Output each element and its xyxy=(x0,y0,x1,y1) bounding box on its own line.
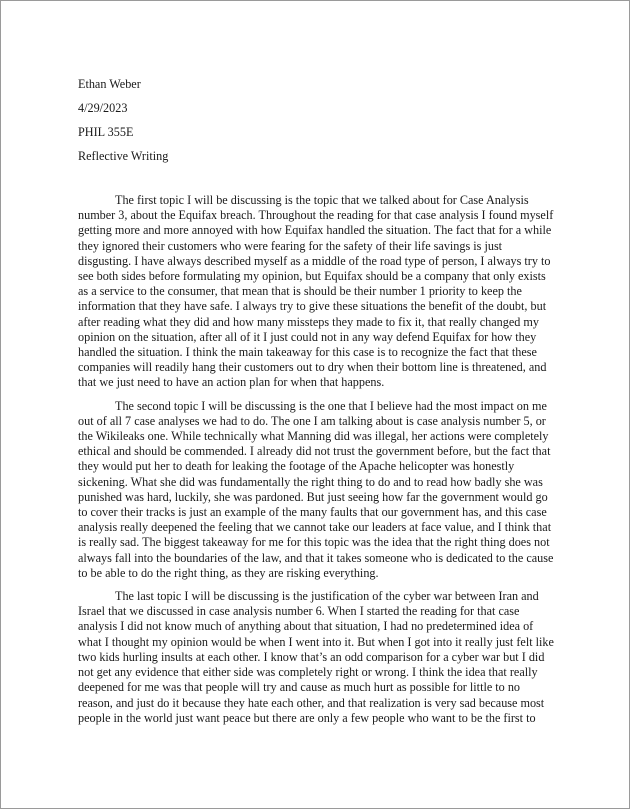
document-header xyxy=(78,76,168,172)
document-date: 4/29/2023 xyxy=(78,101,128,115)
paragraph-1: The first topic I will be discussing is the topic that we talked about for Case Analysis number 3, about the Equifax breach. Throughout the reading for that case analysis I found myself getting more and more annoyed with how Equifax handled the situation. The fact that for a while they ignored their customers who were fearing for the safety of their life savings is just disgusting. I have always described myself as a middle of the road type of person, I always try to see both sides before formulating my opinion, but Equifax should be a company that only exists as a service to the consumer, that mean that is should be their number 1 priority to keep the information that they have safe. I always try to give these situations the benefit of the doubt, but after reading what they did and how many missteps they made to fix it, that really changed my opinion on the situation, after all of it I just could not in any way defend Equifax for how they handled the situation. I think the main takeaway for this case is to recognize the fact that these companies will readily hang their customers out to dry when their bottom line is threatened, and that we just need to have an action plan for when that happens. xyxy=(78,193,554,390)
paragraph-3: The last topic I will be discussing is the justification of the cyber war between Iran and Israel that we discussed in case analysis number 6. When I started the reading for that case analysis I did not know much of anything about that situation, I had no predetermined idea of what I thought my opinion would be when I went into it. But when I got into it really just felt like two kids hurling insults at each other. I know that’s an odd comparison for a cyber war but I did not get any evidence that either side was completely right or wrong. I think the idea that really deepened for me was that people will try and cause as much hurt as possible for little to no reason, and just do it because they hate each other, and that realization is very sad because most people in the world just want peace but there are only a few people who want to be the first to xyxy=(78,589,554,725)
paragraph-2: The second topic I will be discussing is the one that I believe had the most impact on me out of all 7 case analyses we had to do. The one I am talking about is case analysis number 5, or the Wikileaks one. While technically what Manning did was illegal, her actions were completely ethical and should be commended. I already did not trust the government before, but the fact that they would put her to death for leaking the footage of the Apache helicopter was honestly sickening. What she did was fundamentally the right thing to do and to read how badly she was punished was hard, luckily, she was pardoned. But just seeing how far the government would go to cover their tracks is just an example of the many faults that our government has, and this case analysis really deepened the feeling that we cannot take our leaders at face value, and I think that is really sad. The biggest takeaway for me for this topic was the idea that the right thing does not always fall into the boundaries of the law, and that it takes someone who is dedicated to the cause to be able to do the right thing, as they are risking everything. xyxy=(78,398,554,580)
document-body xyxy=(78,193,554,734)
course-code: PHIL 355E xyxy=(78,125,134,139)
assignment-title: Reflective Writing xyxy=(78,149,169,163)
author-name: Ethan Weber xyxy=(78,77,141,91)
